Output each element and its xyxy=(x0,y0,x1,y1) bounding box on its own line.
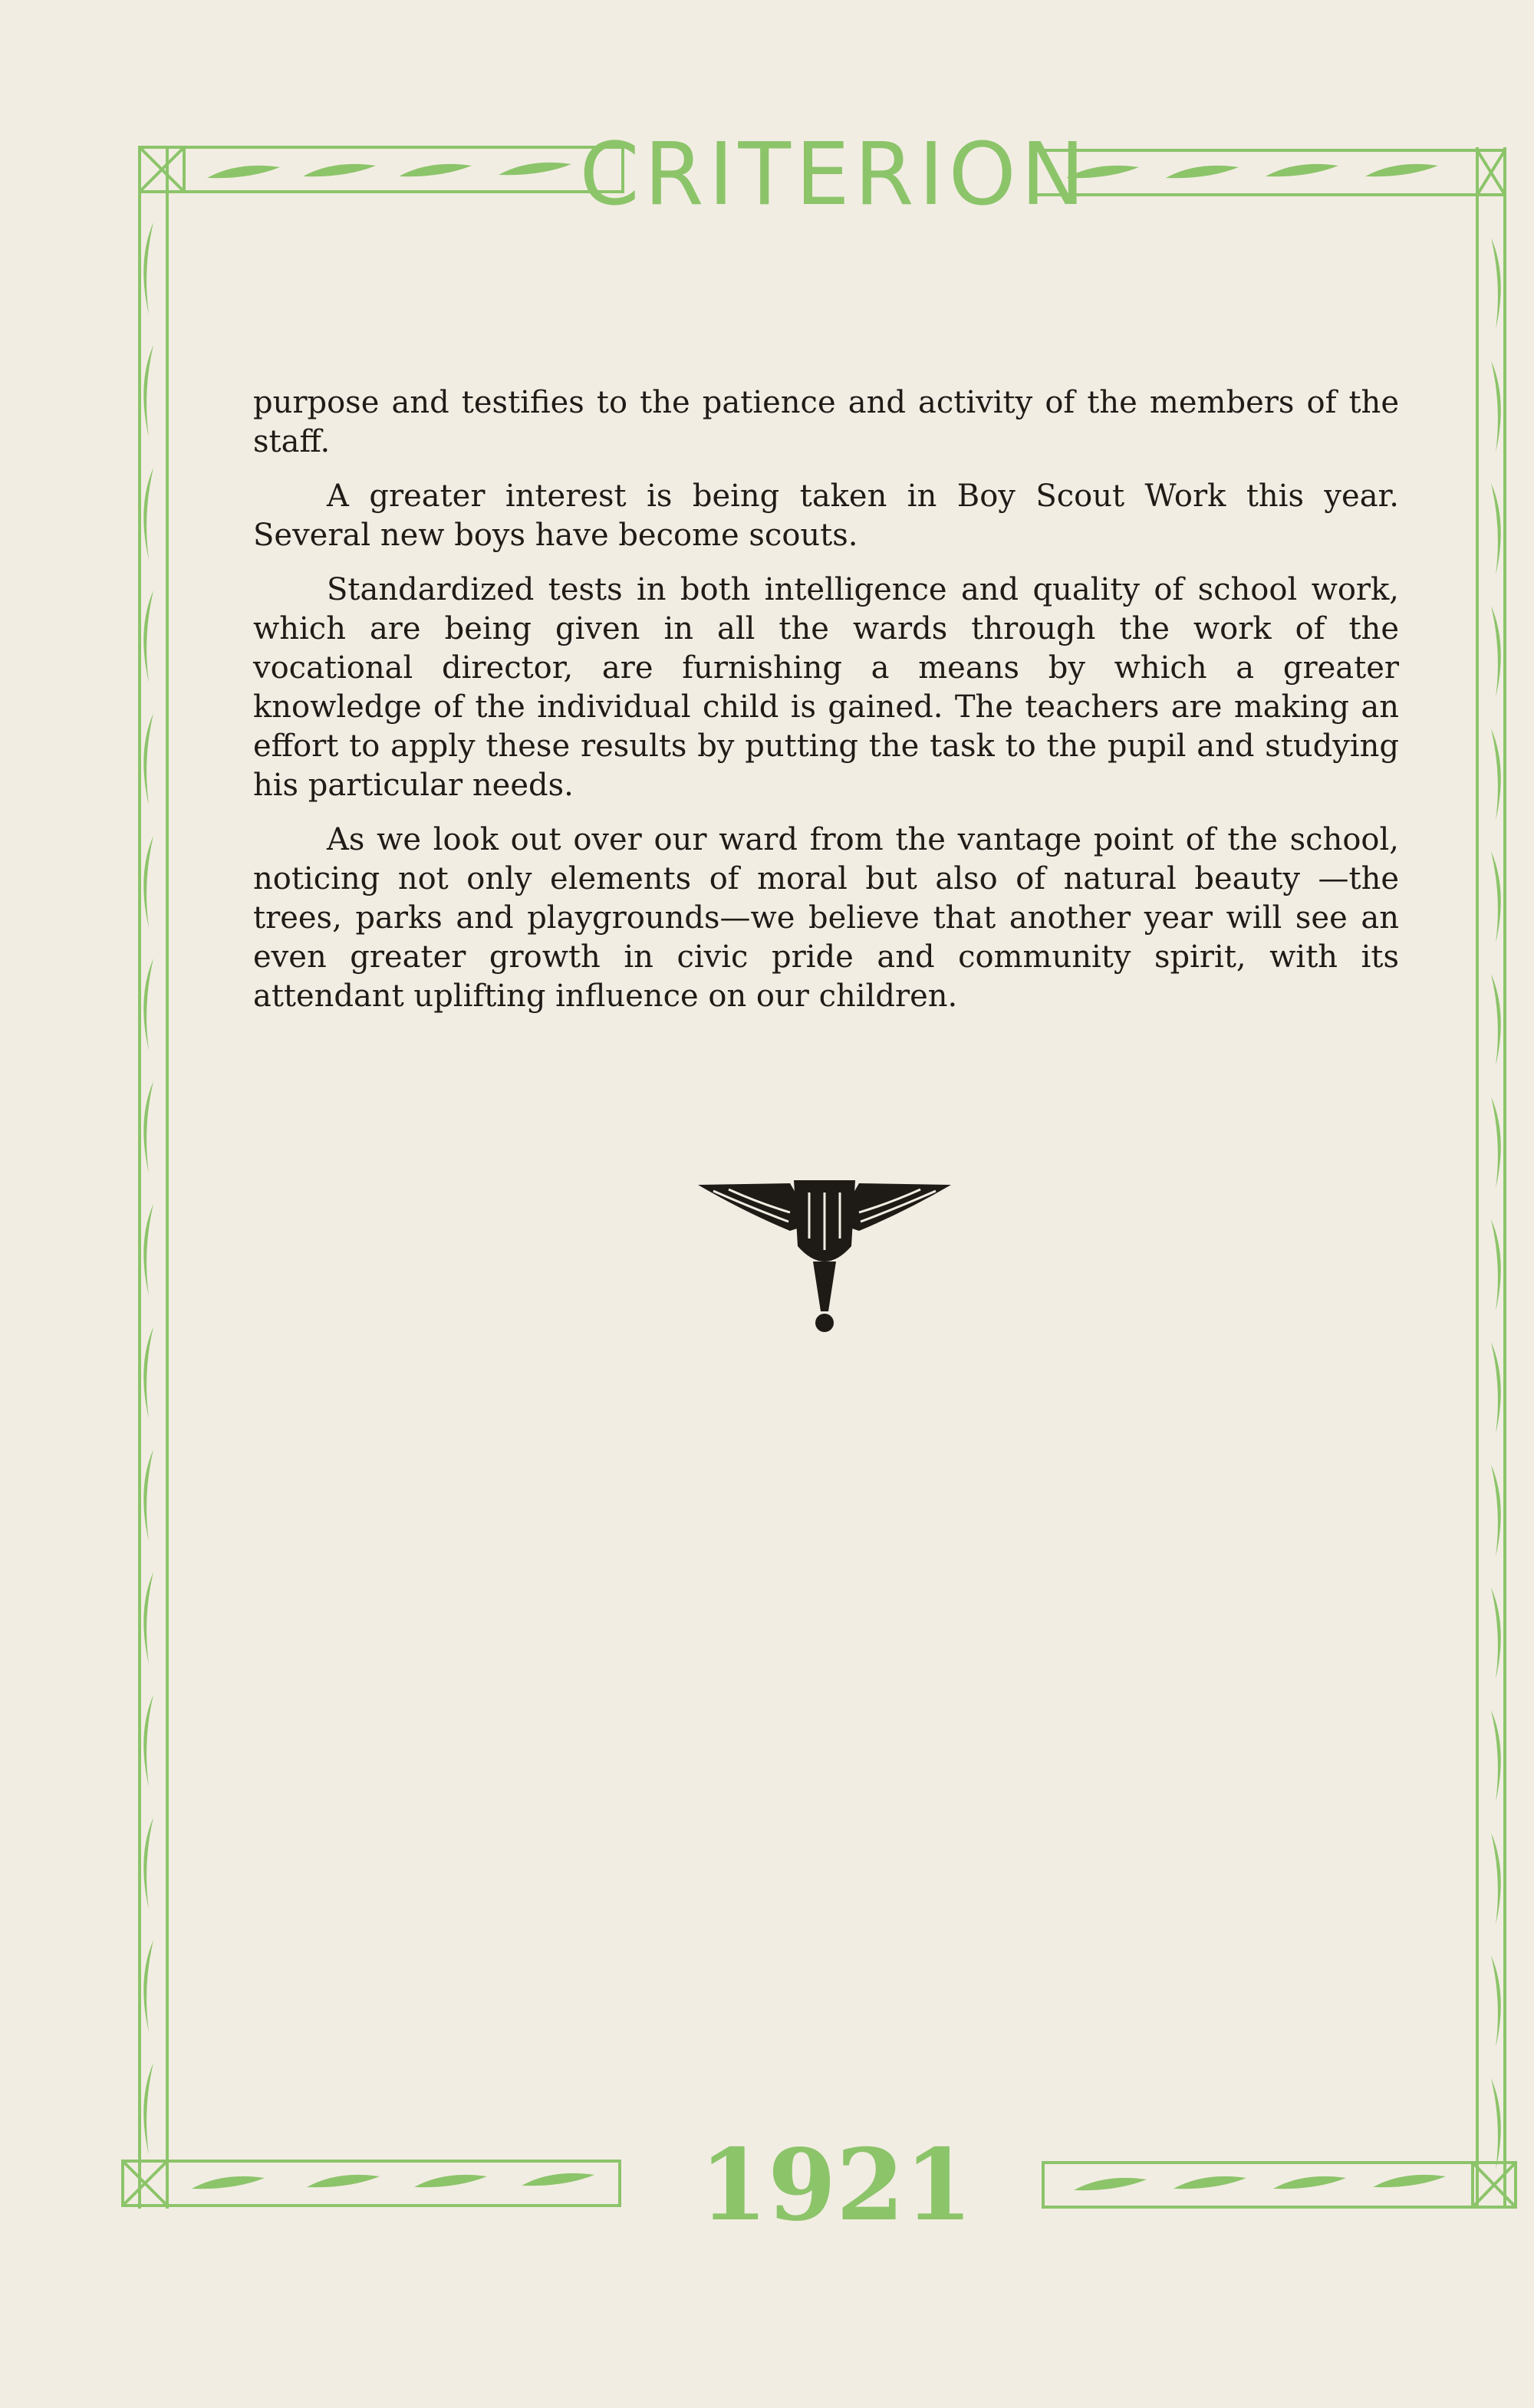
paragraph-3: Standardized tests in both intelligence and quality of school work, which are being given in all the wards through the work of the vocational director, are furnishing a means by which a greater knowledge of the individual child is gained. The teachers are making an effort to apply these results by putting the task to the pupil and studying his particular needs. xyxy=(253,572,1399,803)
footer-year: 1921 xyxy=(699,2128,973,2243)
page-header-title: CRITERION xyxy=(579,125,1090,225)
paragraph-1: purpose and testifies to the patience and activity of the members of the staff. xyxy=(253,385,1399,459)
paragraph-2: A greater interest is being taken in Boy Scout Work this year. Several new boys have become scouts. xyxy=(253,479,1399,553)
paragraph-4: As we look out over our ward from the vantage point of the school, noticing not only elements of moral but also of natural beauty —the trees, parks and playgrounds—we believe that another year will see an even greater growth in civic pride and community spirit, with its attendant uplifting influence on our children. xyxy=(253,822,1399,1014)
winged-crest-icon xyxy=(698,1177,951,1334)
article-body xyxy=(253,383,1399,1031)
